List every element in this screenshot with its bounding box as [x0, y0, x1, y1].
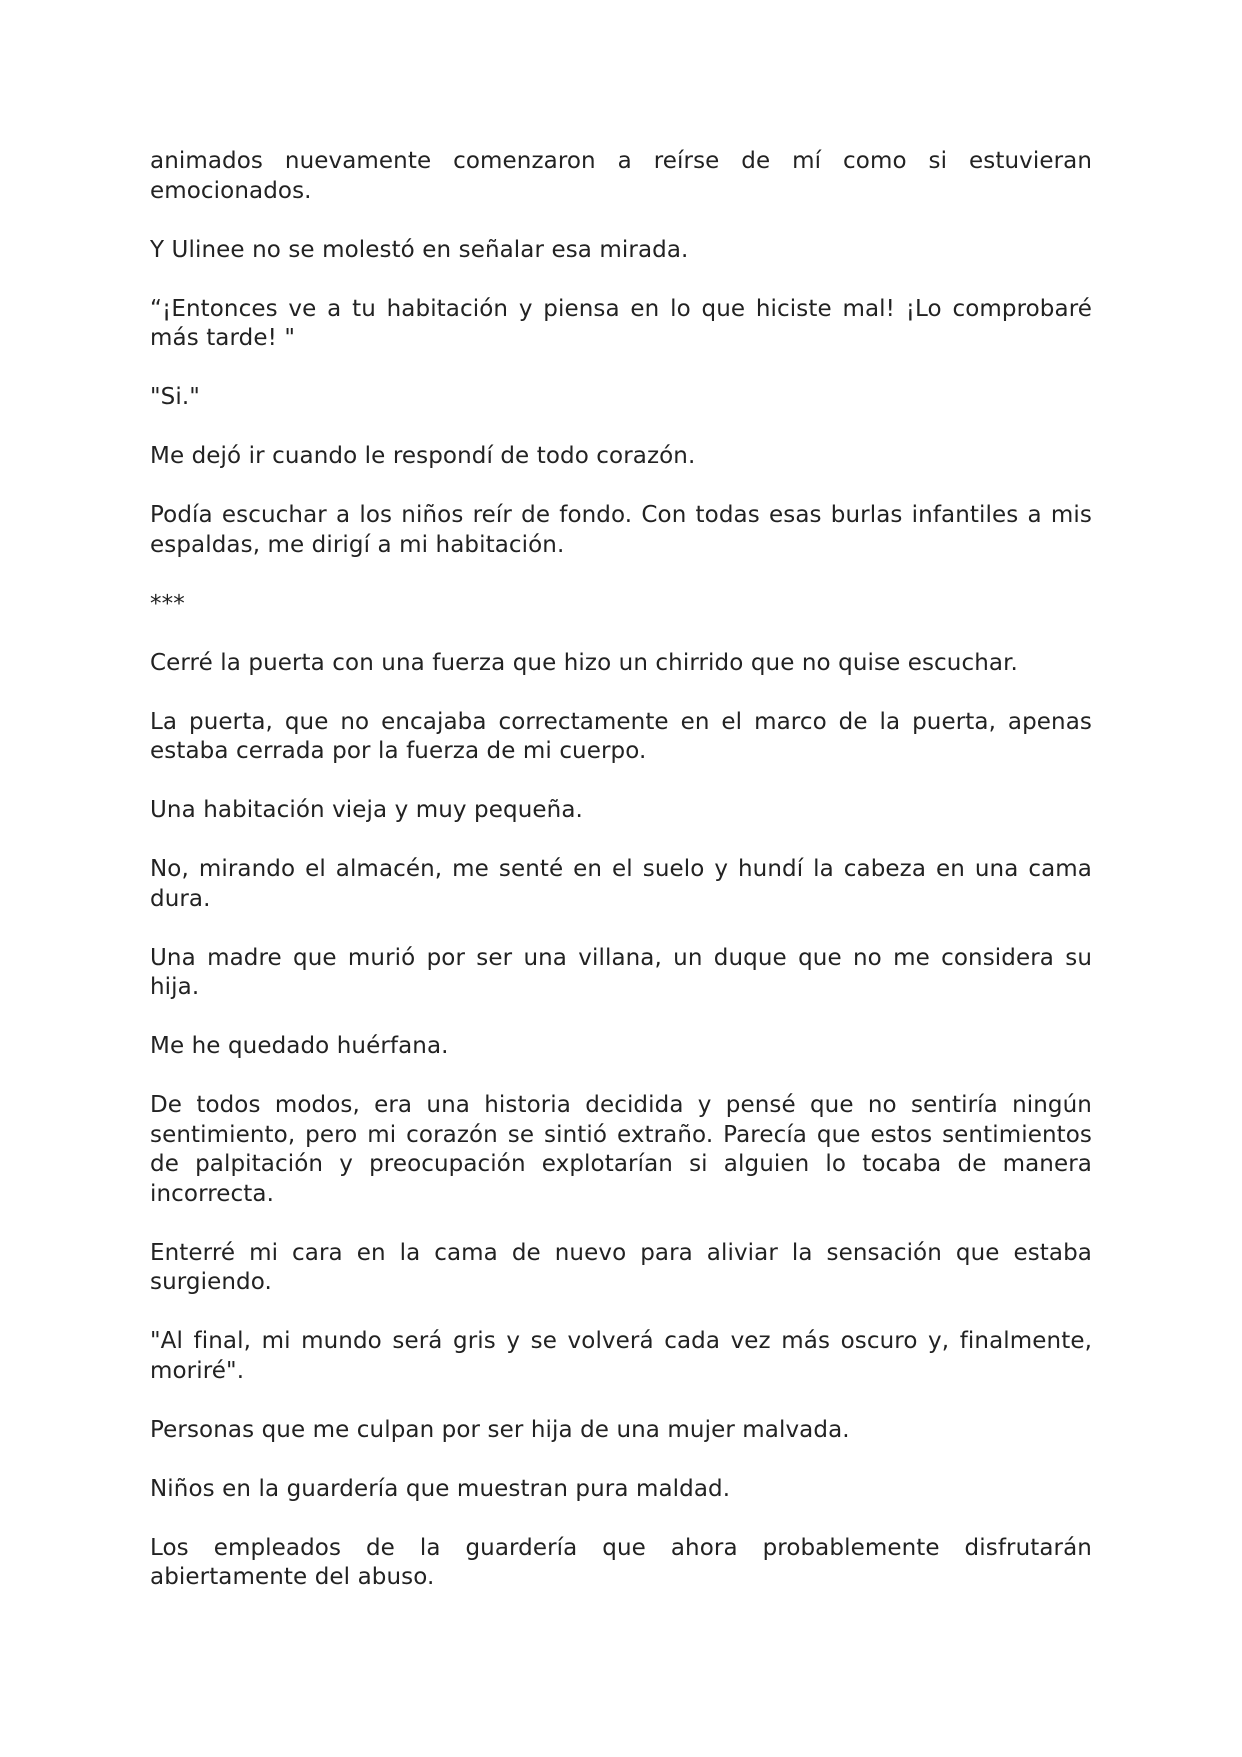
paragraph: "Si."	[150, 384, 200, 410]
paragraph: Podía escuchar a los niños reír de fondo. Con todas esas burlas infantiles a mis espaldas, me dirigí a mi habitación.	[150, 502, 1092, 558]
paragraph: animados nuevamente comenzaron a reírse de mí como si estuvieran emocionados.	[150, 148, 1092, 204]
paragraph: Una habitación vieja y muy pequeña.	[150, 797, 583, 823]
paragraph: Y Ulinee no se molestó en señalar esa mirada.	[150, 236, 689, 263]
paragraph: Me dejó ir cuando le respondí de todo corazón.	[150, 443, 696, 469]
paragraph: Enterré mi cara en la cama de nuevo para aliviar la sensación que estaba surgiendo.	[150, 1239, 1092, 1295]
document-body	[150, 147, 1092, 1622]
paragraph: Los empleados de la guardería que ahora probablemente disfrutarán abiertamente del abuso.	[150, 1534, 1092, 1590]
paragraph: Personas que me culpan por ser hija de una mujer malvada.	[150, 1416, 850, 1443]
paragraph: Cerré la puerta con una fuerza que hizo un chirrido que no quise escuchar.	[150, 649, 1018, 676]
paragraph: De todos modos, era una historia decidida y pensé que no sentiría ningún sentimiento, pero mi corazón se sintió extraño. Parecía que estos sentimientos de palpitación y preocupación explotarían si alguien lo tocaba de manera incorrecta.	[150, 1092, 1092, 1207]
paragraph: No, mirando el almacén, me senté en el suelo y hundí la cabeza en una cama dura.	[150, 856, 1092, 912]
paragraph: Una madre que murió por ser una villana, un duque que no me considera su hija.	[150, 944, 1092, 1000]
scene-break: ***	[150, 590, 185, 617]
paragraph: "Al final, mi mundo será gris y se volverá cada vez más oscuro y, finalmente, moriré".	[150, 1328, 1092, 1384]
paragraph: Me he quedado huérfana.	[150, 1033, 449, 1059]
paragraph: La puerta, que no encajaba correctamente en el marco de la puerta, apenas estaba cerrada por la fuerza de mi cuerpo.	[150, 708, 1092, 764]
paragraph: “¡Entonces ve a tu habitación y piensa en lo que hiciste mal! ¡Lo comprobaré más tarde! "	[150, 295, 1092, 351]
paragraph: Niños en la guardería que muestran pura maldad.	[150, 1475, 731, 1502]
